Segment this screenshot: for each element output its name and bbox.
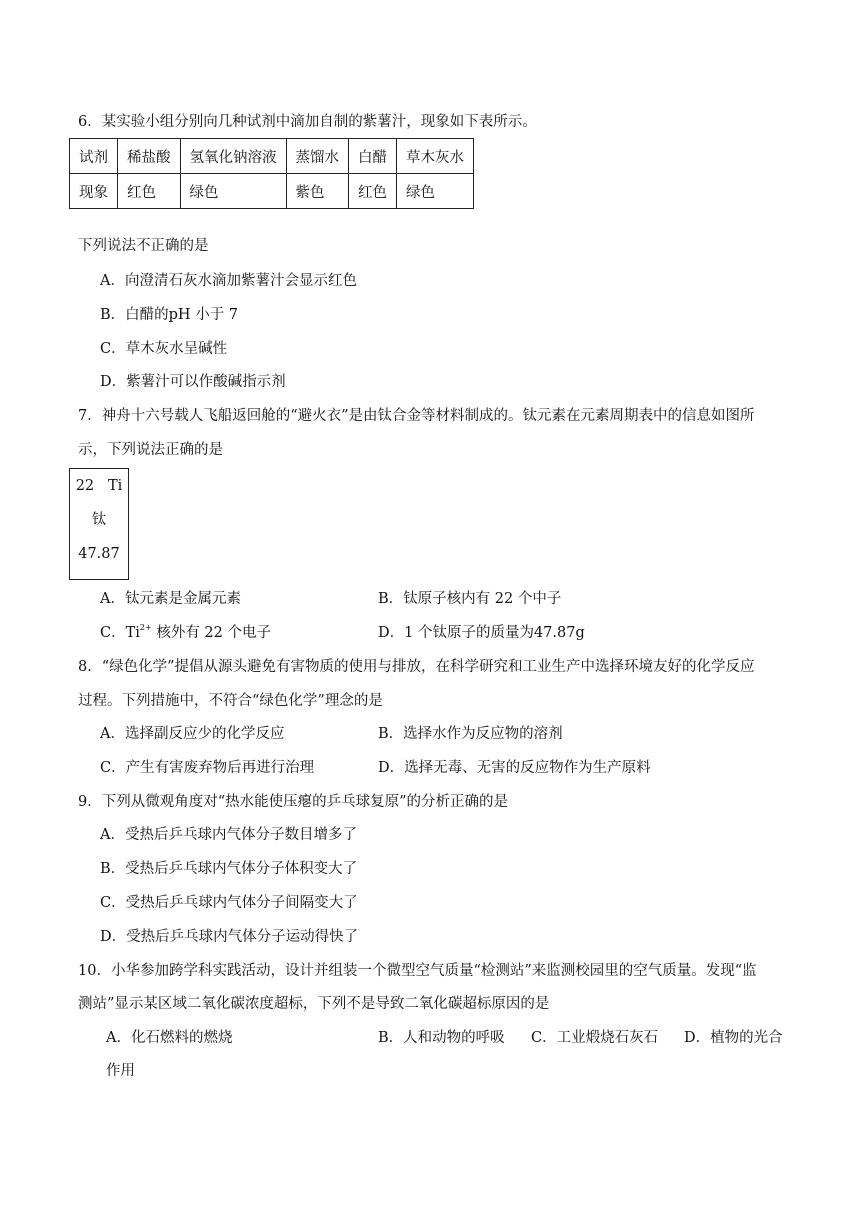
table-cell: 红色 bbox=[349, 174, 397, 209]
q10-stem-line1: 10．小华参加跨学科实践活动，设计并组装一个微型空气质量“检测站”来监测校园里的空气质量。发现“监 bbox=[78, 963, 757, 979]
q7-option-d: D．1 个钛原子的质量为47.87g bbox=[378, 625, 585, 641]
q6-option-b: B．白醋的pH 小于 7 bbox=[100, 307, 239, 323]
q8-option-a: A．选择副反应少的化学反应 bbox=[100, 726, 285, 742]
ion-symbol: Ti bbox=[125, 625, 140, 641]
atomic-number: 22 bbox=[75, 478, 95, 494]
q10-option-a: A．化石燃料的燃烧 bbox=[106, 1030, 233, 1046]
element-header bbox=[70, 469, 128, 503]
q8-stem-line1: 8．“绿色化学”提倡从源头避免有害物质的使用与排放，在科学研究和工业生产中选择环境友好的化学反应 bbox=[78, 659, 755, 675]
q9-option-b: B．受热后乒乓球内气体分子体积变大了 bbox=[100, 861, 358, 877]
element-name: 钛 bbox=[91, 512, 107, 528]
q9-stem: 9．下列从微观角度对“热水能使压瘪的乒乓球复原”的分析正确的是 bbox=[78, 794, 509, 810]
q10-option-d-continued: 作用 bbox=[106, 1063, 135, 1079]
ion-charge: 2+ bbox=[139, 623, 152, 632]
q8-stem-line2: 过程。下列措施中，不符合“绿色化学”理念的是 bbox=[78, 693, 383, 709]
q10-option-c: C．工业煅烧石灰石 bbox=[531, 1030, 659, 1046]
q10-option-b: B．人和动物的呼吸 bbox=[378, 1030, 505, 1046]
table-cell: 绿色 bbox=[397, 174, 474, 209]
q7-stem-line1: 7．神舟十六号载人飞船返回舱的“避火衣”是由钛合金等材料制成的。钛元素在元素周期表中的信息如图所 bbox=[78, 408, 755, 424]
element-card-titanium bbox=[69, 468, 129, 580]
q8-option-c: C．产生有害废弃物后再进行治理 bbox=[100, 760, 315, 776]
table-cell: 草木灰水 bbox=[397, 139, 474, 174]
q8-option-d: D．选择无毒、无害的反应物作为生产原料 bbox=[378, 760, 651, 776]
q7-stem-line2: 示，下列说法正确的是 bbox=[78, 442, 223, 458]
table-cell: 稀盐酸 bbox=[118, 139, 181, 174]
atomic-mass: 47.87 bbox=[78, 546, 120, 562]
table-row bbox=[70, 139, 474, 174]
q9-option-d: D．受热后乒乓球内气体分子运动得快了 bbox=[100, 929, 359, 945]
table-cell: 红色 bbox=[118, 174, 181, 209]
table-cell: 白醋 bbox=[349, 139, 397, 174]
table-cell: 紫色 bbox=[286, 174, 349, 209]
q8-option-b: B．选择水作为反应物的溶剂 bbox=[378, 726, 563, 742]
table-cell: 蒸馏水 bbox=[286, 139, 349, 174]
table-cell: 试剂 bbox=[70, 139, 118, 174]
q10-option-d: D．植物的光合 bbox=[684, 1030, 783, 1046]
table-cell: 现象 bbox=[70, 174, 118, 209]
q6-option-a: A．向澄清石灰水滴加紫薯汁会显示红色 bbox=[100, 273, 357, 289]
q6-option-c: C．草木灰水呈碱性 bbox=[100, 341, 228, 357]
q6-table bbox=[69, 138, 474, 209]
option-letter: C． bbox=[100, 625, 126, 641]
q9-option-a: A．受热后乒乓球内气体分子数目增多了 bbox=[100, 827, 357, 843]
q7-option-a: A．钛元素是金属元素 bbox=[100, 591, 241, 607]
element-symbol: Ti bbox=[107, 478, 123, 494]
q6-stem: 6．某实验小组分别向几种试剂中滴加自制的紫薯汁，现象如下表所示。 bbox=[78, 114, 537, 130]
q7-option-b: B．钛原子核内有 22 个中子 bbox=[378, 591, 562, 607]
table-row bbox=[70, 174, 474, 209]
q6-prompt: 下列说法不正确的是 bbox=[78, 238, 209, 254]
q7-option-c bbox=[100, 623, 271, 643]
option-text: 核外有 22 个电子 bbox=[151, 625, 271, 641]
q10-stem-line2: 测站”显示某区域二氧化碳浓度超标，下列不是导致二氧化碳超标原因的是 bbox=[78, 996, 550, 1012]
q6-option-d: D．紫薯汁可以作酸碱指示剂 bbox=[100, 374, 286, 390]
table-cell: 绿色 bbox=[180, 174, 286, 209]
table-cell: 氢氧化钠溶液 bbox=[180, 139, 286, 174]
q9-option-c: C．受热后乒乓球内气体分子间隔变大了 bbox=[100, 895, 358, 911]
